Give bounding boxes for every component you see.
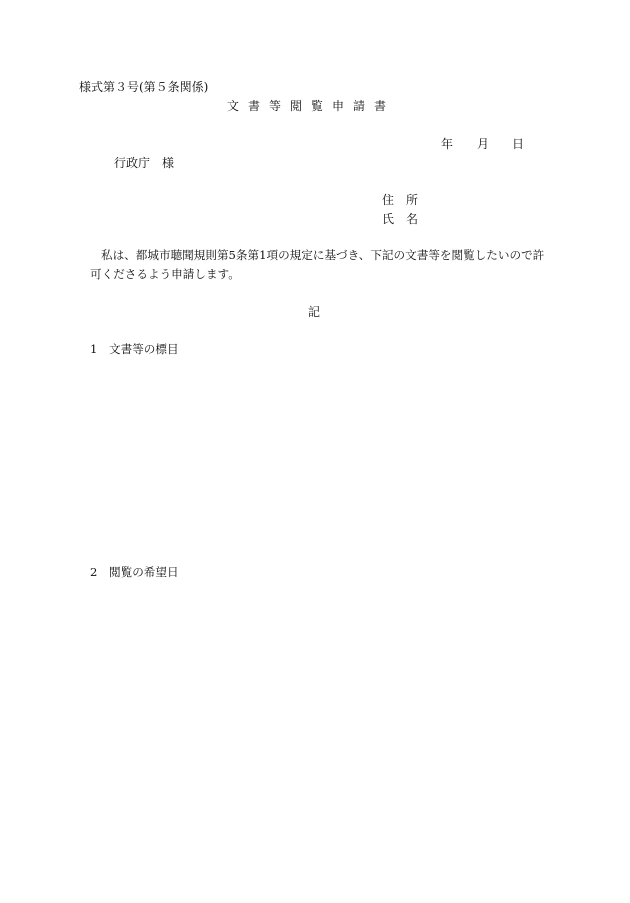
item-label: 文書等の標目 (109, 342, 179, 356)
item-label: 閲覧の希望日 (109, 565, 179, 579)
body-text-line-2: 可くださるよう申請します。 (90, 267, 240, 281)
item-desired-date (90, 567, 179, 579)
item-document-titles (90, 344, 179, 356)
item-number: 2 (90, 565, 98, 579)
form-number: 様式第３号(第５条関係) (79, 80, 209, 94)
body-text-line-1: 私は、都城市聴聞規則第5条第1項の規定に基づき、下記の文書等を閲覧したいので許 (101, 248, 545, 262)
record-heading: 記 (308, 305, 321, 319)
document-title: 文書等閲覧申請書 (227, 99, 396, 113)
address-label: 住所 (382, 193, 431, 207)
addressee: 行政庁 様 (114, 156, 175, 170)
date-day-label: 日 (512, 137, 525, 151)
name-label: 氏名 (382, 212, 431, 226)
item-number: 1 (90, 342, 98, 356)
date-month-label: 月 (477, 137, 490, 151)
date-year-label: 年 (441, 137, 454, 151)
